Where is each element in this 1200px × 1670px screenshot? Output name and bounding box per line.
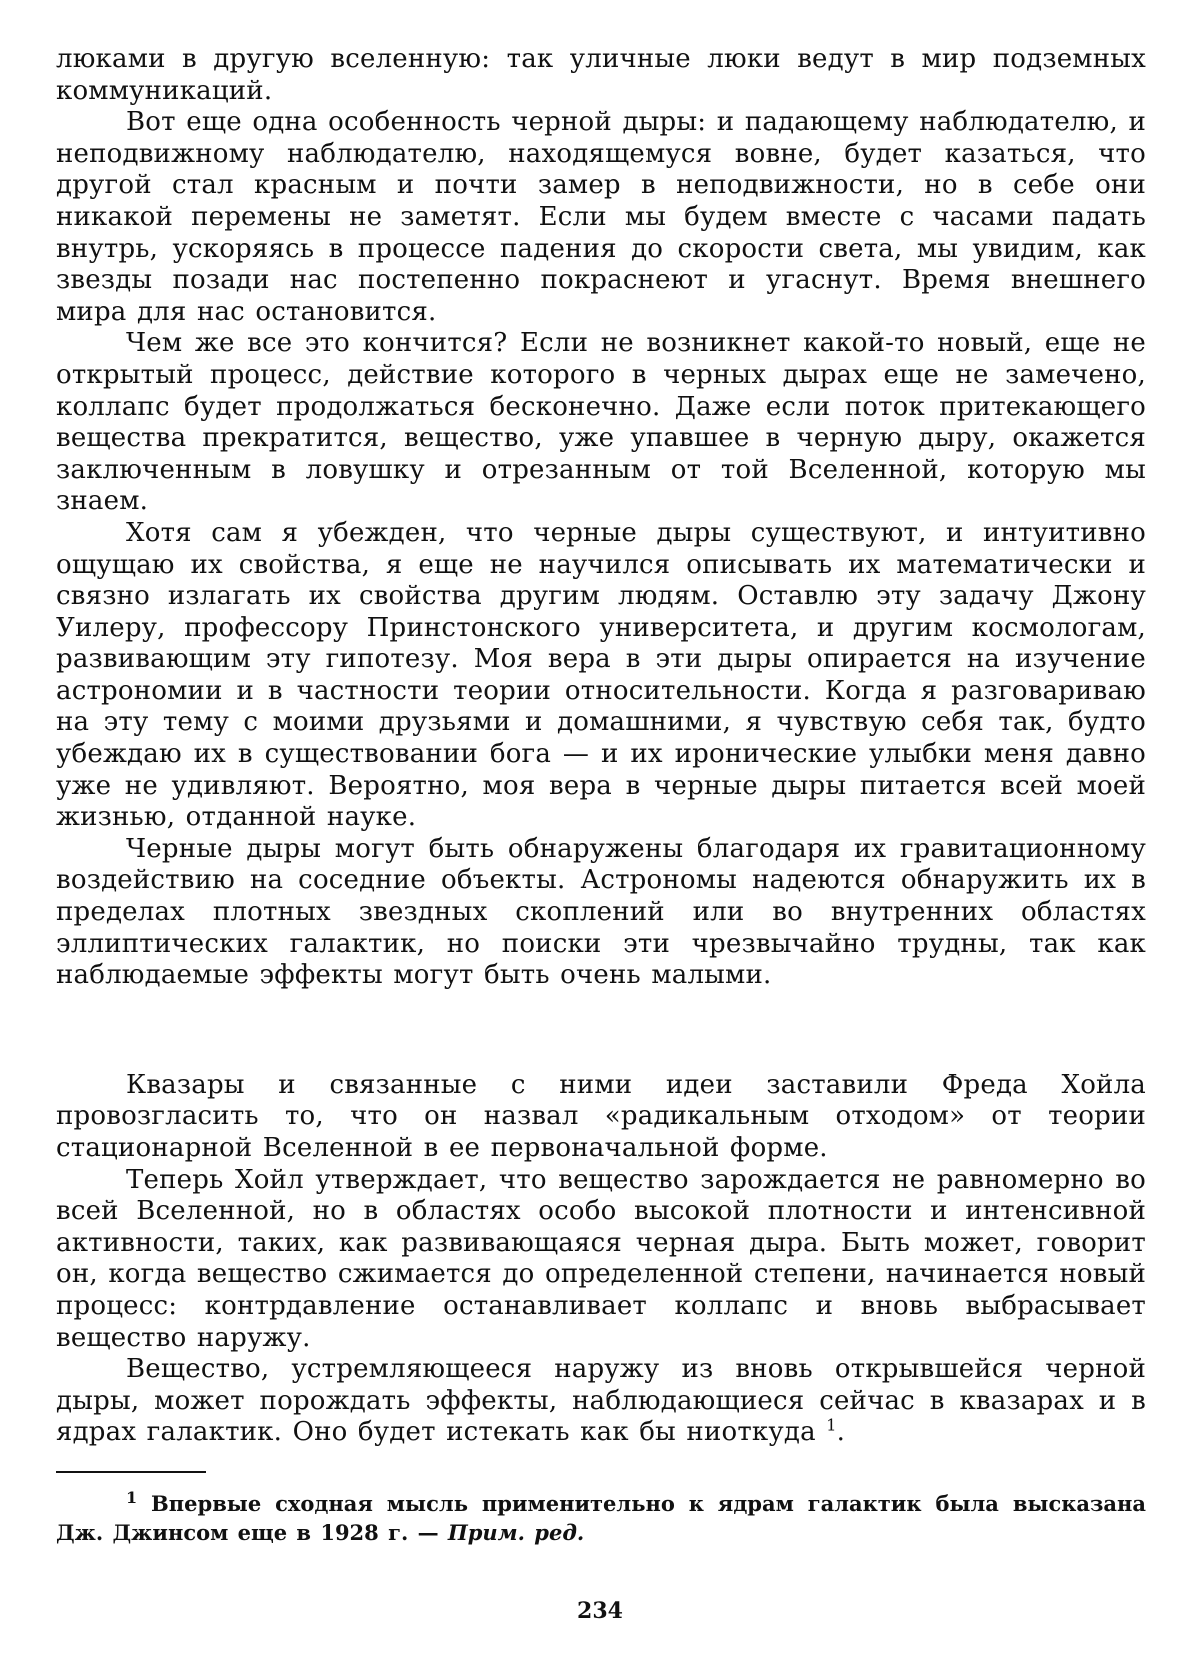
paragraph: Теперь Хойл утверждает, что вещество зарождается не равномерно во всей Вселенной, но в областях особо высокой плотности и интенсивной активности, таких, как развивающаяся черная дыра. Быть может, говорит он, когда вещество сжимается до определенной степени, начинается новый процесс: контрдавление останавливает коллапс и вновь выбрасывает вещество наружу. xyxy=(56,1164,1146,1353)
footnote-marker: 1 xyxy=(126,1487,138,1507)
page-body xyxy=(56,44,1146,1547)
footnote-divider xyxy=(56,1471,206,1473)
footnote-reference[interactable]: 1 xyxy=(826,1415,837,1435)
section-gap xyxy=(56,992,1146,1070)
paragraph: Вот еще одна особенность черной дыры: и падающему наблюдателю, и неподвижному наблюдателю, находящемуся вовне, будет казаться, что другой стал красным и почти замер в неподвижности, но в себе они никакой перемены не заметят. Если мы будем вместе с часами падать внутрь, ускоряясь в процессе падения до скорости света, мы увидим, как звезды позади нас постепенно покраснеют и угаснут. Время внешнего мира для нас остановится. xyxy=(56,107,1146,327)
footnote xyxy=(56,1489,1146,1547)
paragraph: Квазары и связанные с ними идеи заставили Фреда Хойла провозгласить то, что он назвал «радикальным отходом» от теории стационарной Вселенной в ее первоначальной форме. xyxy=(56,1069,1146,1163)
footnote-text: Впервые сходная мысль применительно к ядрам галактик была высказана Дж. Джинсом еще в 1928 г. — xyxy=(56,1490,1147,1545)
paragraph-text: Вещество, устремляющееся наружу из вновь открывшейся черной дыры, может порождать эффекты, наблюдающиеся сейчас в квазарах и в ядрах галактик. Оно будет истекать как бы ниоткуда xyxy=(56,1354,1146,1448)
paragraph: Черные дыры могут быть обнаружены благодаря их гравитационному воздействию на соседние объекты. Астрономы надеются обнаружить их в пределах плотных звездных скоплений или во внутренних областях эллиптических галактик, но поиски эти чрезвычайно трудны, так как наблюдаемые эффекты могут быть очень малыми. xyxy=(56,833,1146,991)
page-number: 234 xyxy=(577,1598,623,1624)
editor-note: Прим. ред. xyxy=(447,1519,585,1545)
paragraph: Чем же все это кончится? Если не возникнет какой-то новый, еще не открытый процесс, действие которого в черных дырах еще не замечено, коллапс будет продолжаться бесконечно. Даже если поток притекающего вещества прекратится, вещество, уже упавшее в черную дыру, окажется заключенным в ловушку и отрезанным от той Вселенной, которую мы знаем. xyxy=(56,328,1146,517)
paragraph: Хотя сам я убежден, что черные дыры существуют, и интуитивно ощущаю их свойства, я еще не научился описывать их математически и связно излагать их свойства другим людям. Оставлю эту задачу Джону Уилеру, профессору Принстонского университета, и другим космологам, развивающим эту гипотезу. Моя вера в эти дыры опирается на изучение астрономии и в частности теории относительности. Когда я разговариваю на эту тему с моими друзьями и домашними, я чувствую себя так, будто убеждаю их в существовании бога — и их иронические улыбки меня давно уже не удивляют. Вероятно, моя вера в черные дыры питается всей моей жизнью, отданной науке. xyxy=(56,517,1146,833)
paragraph: люками в другую вселенную: так уличные люки ведут в мир подземных коммуникаций. xyxy=(56,44,1146,106)
paragraph-with-footnote-ref: Вещество, устремляющееся наружу из вновь открывшейся черной дыры, может порождать эффекты, наблюдающиеся сейчас в квазарах и в ядрах галактик. Оно будет истекать как бы ниоткуда $^1$. xyxy=(56,1354,1146,1448)
